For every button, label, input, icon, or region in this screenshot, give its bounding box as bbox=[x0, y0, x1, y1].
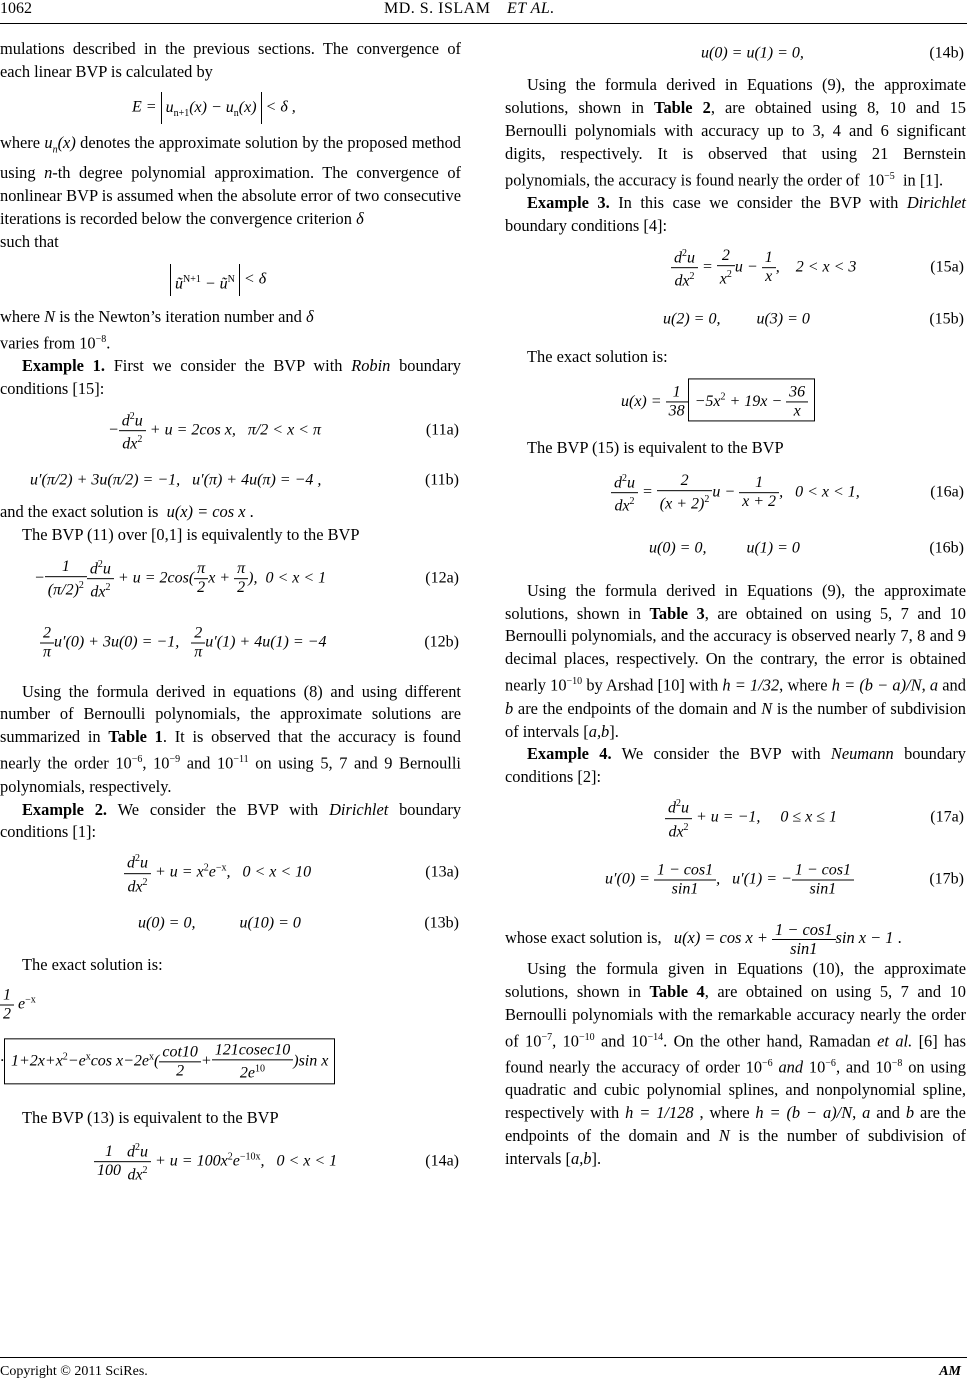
equation-12a: − $\frac{1}{(\pi/2)^2}$ $\frac{d^2u}{dx^2}$ + u = 2cos( $\frac{\pi}{2}$ x + $\frac{\pi}{2}$ ), 0 < x < 1 (12a) bbox=[0, 547, 461, 611]
equation-15a: $\frac{d^2u}{dx^2}$ = $\frac{2}{x^2}$ u − $\frac{1}{x}$ , 2 < x < 3 (15a) bbox=[505, 238, 966, 298]
equation-13a: $\frac{d^2u}{dx^2}$ + $u = x^2e^{-x}$, 0 < x < 10 (13a) bbox=[0, 844, 461, 902]
left-para-1: mulations described in the previous sections. The convergence of each linear BVP is calculated by bbox=[0, 39, 461, 81]
running-title-etal: ET AL. bbox=[506, 0, 555, 17]
right-para-2: The exact solution is: bbox=[527, 346, 668, 366]
equation-13b: u(0) = 0, u(10) = 0 (13b) bbox=[138, 914, 459, 932]
equation-15b: u(2) = 0, u(3) = 0 (15b) bbox=[663, 310, 964, 328]
left-para-8: The BVP (13) is equivalent to the BVP bbox=[22, 1108, 279, 1128]
footer-rule bbox=[0, 1357, 967, 1358]
equation-16b: u(0) = 0, u(1) = 0 (16b) bbox=[649, 539, 964, 557]
equation-17a: $\frac{d^2u}{dx^2}$ + u = −1, 0 ≤ x ≤ 1 (17a) bbox=[505, 789, 966, 847]
header-rule bbox=[0, 23, 967, 24]
equation-11b: u′(π/2) + 3u(π/2) = −1, u′(π) + 4u(π) = −4 , (11b) bbox=[30, 471, 459, 489]
left-column bbox=[0, 38, 461, 1194]
running-title-authors: MD. S. ISLAM bbox=[384, 0, 491, 17]
right-para-5: whose exact solution is, u(x) = cos x + $\frac{1 - \cos 1}{\sin 1}$ sin x − 1 . bbox=[505, 919, 902, 958]
left-para-7: The exact solution is: bbox=[22, 955, 163, 975]
example-2-intro: Example 2. We consider the BVP with Dirichlet boundary conditions [1]: bbox=[0, 799, 462, 842]
right-para-3: The BVP (15) is equivalent to the BVP bbox=[527, 437, 784, 457]
right-para-1: Using the formula derived in Equations (9), the approximate solutions, shown in Table 2, are obtained using 8, 10 and 15 Bernoulli polynomials with accuracy up to 3, 4 and 6 significant digits, respectively. It is observed that using 21 Bernstein polynomials, the accuracy is found nearly the order of $10^{-5}$ in [1]. bbox=[505, 75, 966, 190]
equation-16a: $\frac{d^2u}{dx^2}$ = $\frac{2}{(x + 2)^2}$ u − $\frac{1}{x + 2}$ , 0 < x < 1, (16a) bbox=[505, 460, 966, 526]
left-para-2: where $u_n(x)$ denotes the approximate solution by the proposed method using n-th degree polynomial approximation. The convergence of nonlinear BVP is assumed when the absolute error of two consecutive iterations is recorded below the convergence criterion δ such that bbox=[0, 132, 461, 251]
example-3-intro: Example 3. In this case we consider the BVP with Dirichlet boundary conditions [4]: bbox=[505, 193, 966, 235]
page-number: 1062 bbox=[0, 0, 32, 17]
left-para-5: The BVP (11) over [0,1] is equivalently to the BVP bbox=[22, 524, 360, 544]
equation-convergence-nonlinear: $ũ^{N+1}$ − $ũ^N < \delta$ bbox=[0, 254, 461, 306]
equation-exact-13: $\frac{1}{2}$ $e^{-x}$ · $1+2x+x^2-e^x\cos$ $x-2e^x$( $\frac{\cot 10}{2}$ + $\frac{121cosec10}{2e^{10}}$ )sin x bbox=[0, 977, 461, 1095]
right-para-6: Using the formula given in Equations (10), the approximate solutions, shown in Table 4, are obtained on using 5, 7 and 10 Bernoulli polynomials with the remarkable accuracy nearly the order of $10^{-7}$, $10^{-10}$ and $10^{-14}$. On the other hand, Ramadan et al. [6] has found nearly the accuracy of order $10^{-6}$ and $10^{-6}$, and $10^{-8}$ on using quadratic and cubic polynomial splines, and nonpolynomial spline, respectively with h = 1/128 , where h = (b − a)/N, a and b are the endpoints of the domain and N is the number of subdivision of intervals [a,b]. bbox=[505, 958, 966, 1169]
left-para-6: Using the formula derived in equations (8) and using different number of Bernoulli polynomials, the approximate solutions are summarized in Table 1. It is observed that the accuracy is found nearly the order $10^{-6}$, $10^{-9}$ and $10^{-11}$ on using 5, 7 and 9 Bernoulli polynomials, respectively. bbox=[0, 681, 461, 796]
equation-exact-15: u(x) = $\frac{1}{38}$ $-5x^2 + 19x$ − $\frac{36}{x}$ bbox=[505, 369, 966, 431]
footer-copyright: Copyright © 2011 SciRes. bbox=[0, 1364, 148, 1379]
left-para-4: and the exact solution is u(x) = cos x . bbox=[0, 501, 254, 521]
example-4-intro: Example 4. We consider the BVP with Neumann boundary conditions [2]: bbox=[505, 744, 966, 787]
equation-11a: − $\frac{d^2u}{dx^2}$ + u = 2cos x, π/2 < x < π (11a) bbox=[0, 401, 461, 461]
equation-17b: u′(0) = $\frac{1 - \cos 1}{\sin 1}$ , u′(1) = − $\frac{1 - \cos 1}{\sin 1}$ (17b) bbox=[605, 861, 964, 898]
example-1-intro: Example 1. First we consider the BVP with Robin boundary conditions [15]: bbox=[0, 355, 461, 398]
footer-journal: AM bbox=[939, 1364, 961, 1379]
equation-convergence-linear: $E = u_{n+1}(x) - u_n(x) < \delta$ , bbox=[0, 84, 461, 132]
equation-14b: u(0) = u(1) = 0, (14b) bbox=[701, 44, 964, 62]
running-title bbox=[384, 0, 555, 18]
right-para-4: Using the formula derived in Equations (9), the approximate solutions, shown in Table 3, are obtained on using 5, 7 and 10 Bernoulli polynomials, and the accuracy is observed nearly 7, 8 and 9 decimal places, respectively. On the contrary, the error is obtained nearly $10^{-10}$ by Arshad [10] with h = 1/32, where h = (b − a)/N, a and b are the endpoints of the domain and N is the number of subdivision of intervals [a,b]. bbox=[505, 580, 966, 741]
equation-14a: $\frac{1}{100}$ $\frac{d^2u}{dx^2}$ + $u = 100x^2e^{-10x}$, 0 < x < 1 (14a) bbox=[0, 1130, 461, 1194]
equation-12b: $\frac{2}{\pi}$ u′(0) + 3u(0) = −1, $\frac{2}{\pi}$ u′(1) + 4u(1) = −4 (12b) bbox=[0, 611, 461, 675]
left-para-3: where N is the Newton’s iteration number and δ varies from $10^{-8}$. bbox=[0, 306, 314, 352]
right-column bbox=[505, 38, 966, 1171]
